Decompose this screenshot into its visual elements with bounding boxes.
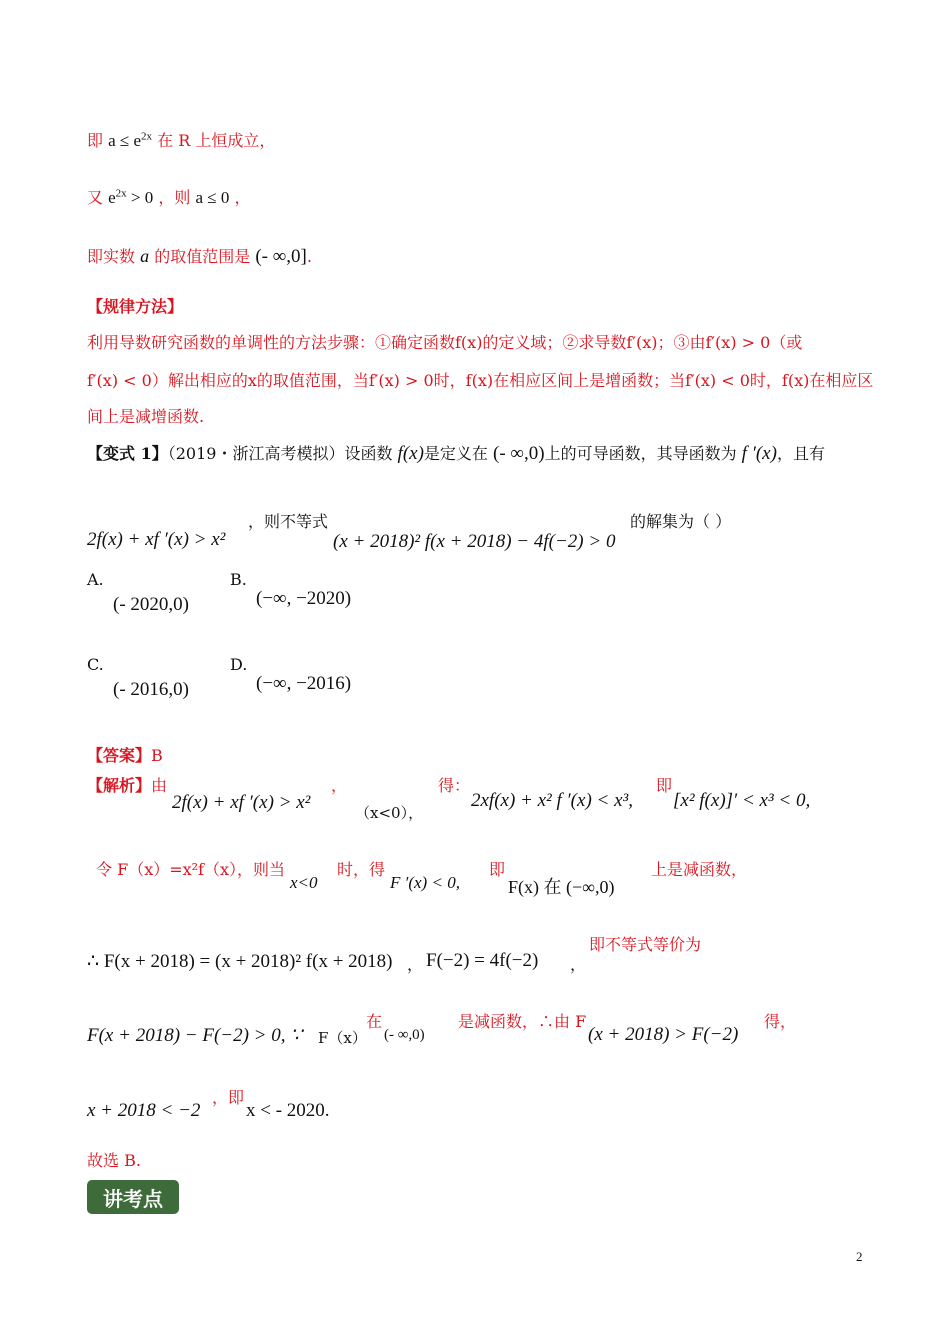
section-badge-jiang-kao-dian: 讲考点 [87,1180,179,1214]
line-e2x-positive: 又 $e^{2x} > 0$ ，则 a ≤ 0 ， [87,187,251,207]
variant-then-text: ，则不等式 [248,512,329,531]
analysis-decreasing: 上是减函数， [651,860,748,879]
variant-solution-set-text: 的解集为（ ） [630,512,732,531]
analysis-when-get: 时，得 [337,860,386,879]
answer-line: 【答案】B [87,746,163,765]
analysis-F-on-interval: F(x) 在 (−∞,0) [508,877,615,897]
analysis-interval: (- ∞,0) [384,1027,425,1043]
method-line-1: 利用导数研究函数的单调性的方法步骤：①确定函数f(x)的定义域；②求导数f′(x)；③由f′(x) > 0（或 [87,333,803,352]
analysis-ji-3: ，即 [212,1088,245,1107]
analysis-condition: 2f(x) + xf ′(x) > x² [172,792,311,813]
analysis-equivalent: 即不等式等价为 [589,935,702,954]
analysis-result: x < - 2020. [246,1100,330,1121]
analysis-decreasing-2: 是减函数，∴由 F [458,1012,587,1031]
line-range-of-a: 即实数 a 的取值范围是 (- ∞,0]. [87,246,312,267]
analysis-Fx: F（x） [318,1029,367,1047]
analysis-x-lt-0: x<0 [290,873,318,892]
option-c-value: (- 2016,0) [113,679,189,700]
variant-statement: 【变式 1】（2019・浙江高考模拟）设函数 f(x)是定义在 (- ∞,0)上的可导函数，其导函数为 f ′(x)，且有 [87,443,825,464]
variant-condition: 2f(x) + xf ′(x) > x² [87,529,226,550]
option-b-value: (−∞, −2020) [256,588,352,609]
analysis-comma-2: ， [407,955,424,974]
analysis-ji-1: 即 [656,776,673,795]
analysis-zai: 在 [366,1012,383,1031]
analysis-get: 得： [438,776,471,795]
method-heading: 【规律方法】 [87,297,184,316]
option-d-label: D. [230,655,248,674]
analysis-conclusion: 故选 B. [87,1151,141,1170]
option-b-label: B. [230,570,247,589]
method-line-2: f′(x) < 0）解出相应的x的取值范围，当f′(x) > 0时，f(x)在相应区间上是增函数；当f′(x) < 0时，f(x)在相应区 [87,371,874,390]
analysis-comma-3: ， [570,955,587,974]
analysis-comma-1: ， [331,776,348,795]
line-a-le-e2x: 即 $a \le e^{2x}$ 在 R 上恒成立， [87,130,276,150]
analysis-Fprime-neg: F ′(x) < 0, [390,873,460,892]
option-a-value: (- 2020,0) [113,594,189,615]
analysis-label: 【解析】由 [87,776,168,795]
analysis-step-1: 2xf(x) + x² f ′(x) < x³, [471,790,633,811]
option-c-label: C. [87,655,104,674]
analysis-x-negative: （x<0）， [355,804,424,822]
analysis-F-compare: (x + 2018) > F(−2) [588,1024,739,1045]
method-line-3: 间上是减增函数. [87,407,205,426]
analysis-let-F: 令 F（x）=x²f（x），则当 [96,860,286,879]
variant-inequality: (x + 2018)² f(x + 2018) − 4f(−2) > 0 [333,531,616,552]
analysis-x-plus-2018: x + 2018 < −2 [87,1100,201,1121]
analysis-F-definition: ∴ F(x + 2018) = (x + 2018)² f(x + 2018) [87,951,393,972]
analysis-ji-2: 即 [489,860,506,879]
analysis-F-minus-2: F(−2) = 4f(−2) [426,950,539,971]
analysis-step-2: [x² f(x)]′ < x³ < 0, [673,790,811,811]
option-a-label: A. [87,570,104,589]
option-d-value: (−∞, −2016) [256,673,352,694]
analysis-de: 得， [764,1012,797,1031]
analysis-F-difference: F(x + 2018) − F(−2) > 0, ∵ [87,1025,303,1046]
page-number: 2 [856,1249,863,1264]
